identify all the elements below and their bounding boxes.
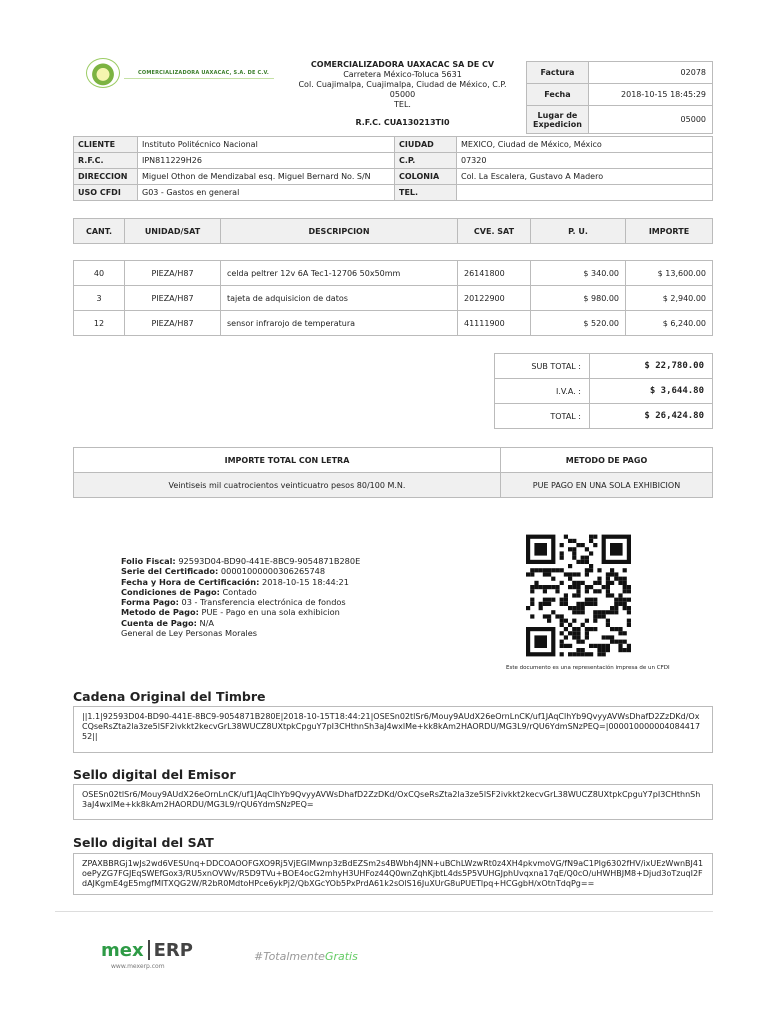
fiscal-info	[121, 556, 481, 638]
tel-label: TEL.	[395, 185, 457, 201]
cuenta-label: Cuenta de Pago:	[121, 617, 197, 628]
item-pu: $ 340.00	[531, 261, 626, 286]
company-info	[290, 60, 515, 128]
importe-letra-table	[73, 447, 713, 498]
cadena-text: ||1.1|92593D04-BD90-441E-8BC9-9054871B280E|2018-10-15T18:44:21|OSESn02tlSr6/Mouy9AUdX26eOrnLnCK/uf1JAqClhYb9QvyyAVWsDhafD2ZzDKd/OxCQseRsZta2la3ze5lSF2ivkkt2kecvGrL38WUCZ8UXtpkCpguY7pI3CHthnSh3aJ4wxlMe+kk8kAm2HAORDU/MG3L9/rQU6YdmSNzPEQ=|00001000000408441752||	[73, 706, 713, 753]
company-address-1: Carretera México-Toluca 5631	[343, 70, 462, 79]
iva-label: I.V.A. :	[495, 379, 590, 404]
condiciones-label: Condiciones de Pago:	[121, 586, 220, 597]
col-pu: P. U.	[531, 219, 626, 244]
item-unidad: PIEZA/H87	[125, 261, 221, 286]
footer-divider	[55, 911, 713, 912]
uso-value: G03 - Gastos en general	[138, 185, 395, 201]
table-row	[74, 311, 713, 336]
col-importe: IMPORTE	[626, 219, 713, 244]
item-desc: tajeta de adquisicion de datos	[221, 286, 458, 311]
mexerp-url: www.mexerp.com	[111, 963, 165, 970]
total-value: $ 26,424.80	[590, 404, 713, 429]
company-address-2: Col. Cuajimalpa, Cuajimalpa, Ciudad de México, C.P. 05000	[298, 80, 507, 99]
metodo-value: PUE - Pago en una sola exhibicion	[201, 607, 340, 618]
qr-note: Este documento es una representación impresa de un CFDI	[506, 665, 670, 671]
cp-label: C.P.	[395, 153, 457, 169]
item-cant: 3	[74, 286, 125, 311]
factura-label: Factura	[527, 62, 589, 84]
item-cant: 40	[74, 261, 125, 286]
client-table	[73, 136, 713, 201]
colonia-value: Col. La Escalera, Gustavo A Madero	[457, 169, 713, 185]
items-header	[73, 218, 713, 244]
serie-value: 00001000000306265748	[220, 566, 326, 577]
item-desc: sensor infrarojo de temperatura	[221, 311, 458, 336]
totals-table	[494, 353, 713, 429]
iva-value: $ 3,644.80	[590, 379, 713, 404]
fecha-cert-value: 2018-10-15 18:44:21	[261, 576, 349, 587]
folio-label: Folio Fiscal:	[121, 556, 176, 566]
cliente-value: Instituto Politécnico Nacional	[138, 137, 395, 153]
item-cve: 26141800	[458, 261, 531, 286]
fecha-label: Fecha	[527, 84, 589, 106]
mexerp-logo	[101, 940, 193, 961]
rfc-value: IPN811229H26	[138, 153, 395, 169]
direccion-value: Miguel Othon de Mendizabal esq. Miguel Bernard No. S/N	[138, 169, 395, 185]
fecha-value: 2018-10-15 18:45:29	[588, 84, 712, 106]
table-row	[74, 286, 713, 311]
uso-label: USO CFDI	[74, 185, 138, 201]
gratis-text-2: Gratis	[324, 950, 358, 963]
condiciones-value: Contado	[222, 586, 257, 597]
metodo-pago-value: PUE PAGO EN UNA SOLA EXHIBICION	[501, 473, 713, 498]
sello-sat-title: Sello digital del SAT	[73, 835, 214, 850]
col-cve-sat: CVE. SAT	[458, 219, 531, 244]
erp-text: ERP	[153, 940, 193, 961]
col-cant: CANT.	[74, 219, 125, 244]
item-cve: 20122900	[458, 286, 531, 311]
sello-emisor-title: Sello digital del Emisor	[73, 767, 236, 782]
item-cve: 41111900	[458, 311, 531, 336]
regimen-value: General de Ley Personas Morales	[121, 628, 258, 639]
ciudad-value: MEXICO, Ciudad de México, México	[457, 137, 713, 153]
importe-letra-label: IMPORTE TOTAL CON LETRA	[74, 448, 501, 473]
invoice-info-table	[526, 61, 713, 134]
item-unidad: PIEZA/H87	[125, 286, 221, 311]
cp-value: 07320	[457, 153, 713, 169]
cuenta-value: N/A	[199, 617, 214, 628]
logo-emblem-icon	[86, 58, 120, 88]
total-label: TOTAL :	[495, 404, 590, 429]
cliente-label: CLIENTE	[74, 137, 138, 153]
col-descripcion: DESCRIPCION	[221, 219, 458, 244]
totalmente-gratis	[254, 950, 358, 963]
sello-sat-text: ZPAXBBRGj1wJs2wd6VESUnq+DDCOAOOFGXO9Rj5VjEGlMwnp3zBdEZSm2s4BWbh4JNN+uBChLWzwRt0z4XH4pkvmoVG/fN9aC1PIg6302fHV/ixUEzWwnBJ41oePyZG7FGJEqSWEfGox3/RU5xnOVWv/R5D9TVu+BOE4ocG2mhyH3UHFoz44Q0wnZqhKjbtL4ds5P5VUHGJphUvqxna17qE/Q0cO/uHWHBJM8+Djud3oTzuqI2FdAJKgmE4gE5mgfMITXQG2W/R2bR0MdtoHPce6ykPj2/QbXGcYOb5PxPrdA61k2sOlS16JuXUrG8uPUETlpq+HCGgbH/xOtnTdqPg==	[73, 853, 713, 895]
subtotal-value: $ 22,780.00	[590, 354, 713, 379]
item-pu: $ 520.00	[531, 311, 626, 336]
items-table	[73, 260, 713, 336]
item-unidad: PIEZA/H87	[125, 311, 221, 336]
gratis-text-1: #Totalmente	[254, 950, 325, 963]
item-pu: $ 980.00	[531, 286, 626, 311]
item-importe: $ 6,240.00	[626, 311, 713, 336]
company-rfc: R.F.C. CUA130213TI0	[355, 118, 450, 127]
sello-emisor-text: OSESn02tlSr6/Mouy9AUdX26eOrnLnCK/uf1JAqClhYb9QvyyAVWsDhafD2ZzDKd/OxCQseRsZta2la3ze5lSF2ivkkt2kecvGrL38WUCZ8UXtpkCpguY7pI3CHthnSh3aJ4wxlMe+kk8kAm2HAORDU/MG3L9/rQU6YdmSNzPEQ=	[73, 784, 713, 820]
item-importe: $ 2,940.00	[626, 286, 713, 311]
cadena-title: Cadena Original del Timbre	[73, 689, 266, 704]
fecha-cert-label: Fecha y Hora de Certificación:	[121, 576, 260, 587]
mex-text: mex	[101, 940, 144, 961]
lugar-label: Lugar de Expedicion	[527, 106, 589, 134]
colonia-label: COLONIA	[395, 169, 457, 185]
rfc-label: R.F.C.	[74, 153, 138, 169]
lugar-value: 05000	[588, 106, 712, 134]
subtotal-label: SUB TOTAL :	[495, 354, 590, 379]
folio-value: 92593D04-BD90-441E-8BC9-9054871B280E	[178, 556, 361, 566]
company-name: COMERCIALIZADORA UAXACAC SA DE CV	[310, 60, 495, 69]
table-row	[74, 261, 713, 286]
metodo-pago-label: METODO DE PAGO	[501, 448, 713, 473]
logo-divider	[124, 78, 274, 79]
company-tel: TEL.	[394, 100, 411, 109]
logo-text: COMERCIALIZADORA UAXACAC, S.A. DE C.V.	[138, 70, 270, 76]
factura-value: 02078	[588, 62, 712, 84]
importe-letra-value: Veintiseis mil cuatrocientos veinticuatro pesos 80/100 M.N.	[74, 473, 501, 498]
forma-label: Forma Pago:	[121, 597, 179, 608]
item-cant: 12	[74, 311, 125, 336]
item-importe: $ 13,600.00	[626, 261, 713, 286]
metodo-label: Metodo de Pago:	[121, 607, 199, 618]
serie-label: Serie del Certificado:	[121, 566, 219, 577]
col-unidad: UNIDAD/SAT	[125, 219, 221, 244]
qr-code-icon	[526, 533, 631, 658]
forma-value: 03 - Transferencia electrónica de fondos	[181, 597, 346, 608]
tel-value	[457, 185, 713, 201]
ciudad-label: CIUDAD	[395, 137, 457, 153]
direccion-label: DIRECCION	[74, 169, 138, 185]
company-logo	[80, 56, 280, 92]
item-desc: celda peltrer 12v 6A Tec1-12706 50x50mm	[221, 261, 458, 286]
